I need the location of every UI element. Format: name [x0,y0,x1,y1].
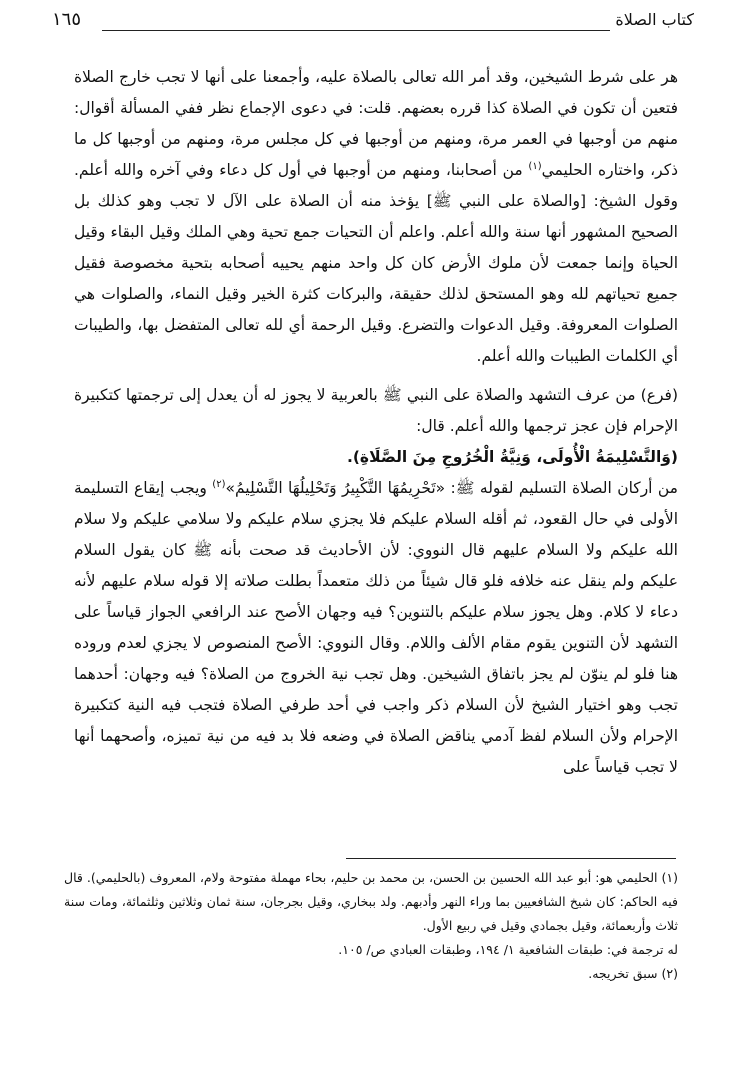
footnote-1: (١) الحليمي هو: أبو عبد الله الحسين بن الحسن، بن محمد بن حليم، بحاء مهملة مفتوحة ولام، المعروف (بالحليمي). قال فيه الحاكم: كان شيخ الشافعيين بما وراء النهر وأدبهم. ولد ببخاري، وقيل بجرجان، سنة ثمان وثلاثين وثلثمائة، ومات سنة ثلاث وأربعمائة، وقيل بجمادي وقيل في ربيع الأول. [64,870,678,933]
footnote-separator [346,858,676,859]
paragraph-1-text: هر على شرط الشيخين، وقد أمر الله تعالى بالصلاة عليه، وأجمعنا على أنها لا تجب خارج الصلاة فتعين أن تكون في الصلاة كذا قرره بعضهم. قلت: في دعوى الإجماع نظر ففي المسألة أقوال: منهم من أوجبها في العمر مرة، ومنهم من أوجبها في كل مجلس مرة، ومنهم من أوجبها كل ما ذكر، واختاره الحليمي [74,68,678,179]
footnotes [64,866,678,986]
footnote-ref-1: (١) [528,160,542,172]
paragraph-3 [74,473,678,783]
paragraph-3-continued: ويجب إيقاع التسليمة الأولى في حال القعود، ثم أقله السلام عليكم فلا يجزي سلام عليكم ولا سلامي عليكم ولا سلام الله عليكم ولا السلام عليهم قال النووي: لأن الأحاديث قد صحت بأنه ﷺ كان يقول السلام عليكم ولم ينقل عنه خلافه فلو قال شيئاً من ذلك متعمداً بطلت صلاته إلا قوله سلام عليهم لأنه دعاء لا كلام. وهل يجوز سلام عليكم بالتنوين؟ فيه وجهان الأصح عند الرافعي الجواز قياساً على التشهد لأن التنوين يقوم مقام الألف واللام. وقال النووي: الأصح المنصوص لا يجزي لعدم وروده هنا فلو لم ينوّن لم يجز باتفاق الشيخين. وهل تجب نية الخروج من الصلاة؟ فيه وجهان: أحدهما تجب وهو اختيار الشيخ لأن السلام ذكر واجب في أحد طرفي الصلاة فتجب فيه النية كتكبيرة الإحرام ولأن السلام لفظ آدمي يناقض الصلاة في وضعه فلا بد فيه من نية تميزه، وأصحهما أنها لا تجب قياساً على [74,479,678,776]
paragraph-1 [74,62,678,372]
paragraph-2: (فرع) من عرف التشهد والصلاة على النبي ﷺ بالعربية لا يجوز له أن يعدل إلى ترجمتها كتكبيرة الإحرام فإن عجز ترجمها والله أعلم. قال: [74,386,678,435]
footnote-2: (٢) سبق تخريجه. [588,966,678,981]
paragraph-1-continued: من أصحابنا، ومنهم من أوجبها في أول كل دعاء وفي آخره والله أعلم. وقول الشيخ: [والصلاة على النبي ﷺ] يؤخذ منه أن الصلاة على الآل لا تجب وهو كذلك بل الصحيح المشهور أنها سنة والله أعلم. واعلم أن التحيات جمع تحية وهي الملك وقيل البقاء وقيل الحياة وإنما جمعت لأن ملوك الأرض كان كل واحد منهم يحييه أصحابه بتحية مخصوصة فقيل جميع تحياتهم لله وهو المستحق لذلك حقيقة، والبركات كثرة الخير وقيل النماء، والصلوات هي الصلوات المعروفة. وقيل الدعوات والتضرع. وقيل الرحمة أي لله تعالى المتفضل بها، والطيبات أي الكلمات الطيبات والله أعلم. [74,161,678,365]
page-header [52,8,694,34]
main-text [74,62,678,783]
footnote-1-sources: له ترجمة في: طبقات الشافعية ١/ ١٩٤، وطبقات العبادي ص/ ١٠٥. [338,942,678,957]
footnote-ref-2: (٢) [212,478,226,490]
page-number: ١٦٥ [52,9,82,30]
paragraph-3-text: من أركان الصلاة التسليم لقوله ﷺ: «تَحْرِيمُهَا التَّكْبِيرُ وَتَحْلِيلُهَا التَّسْلِيمُ» [225,479,678,497]
running-title: كتاب الصلاة [615,10,694,29]
header-rule [102,30,610,31]
matn-heading: (وَالتَّسْلِيمَةُ الْأُولَى، وَنِيَّةُ الْخُرُوجِ مِنَ الصَّلَاةِ). [346,448,678,466]
